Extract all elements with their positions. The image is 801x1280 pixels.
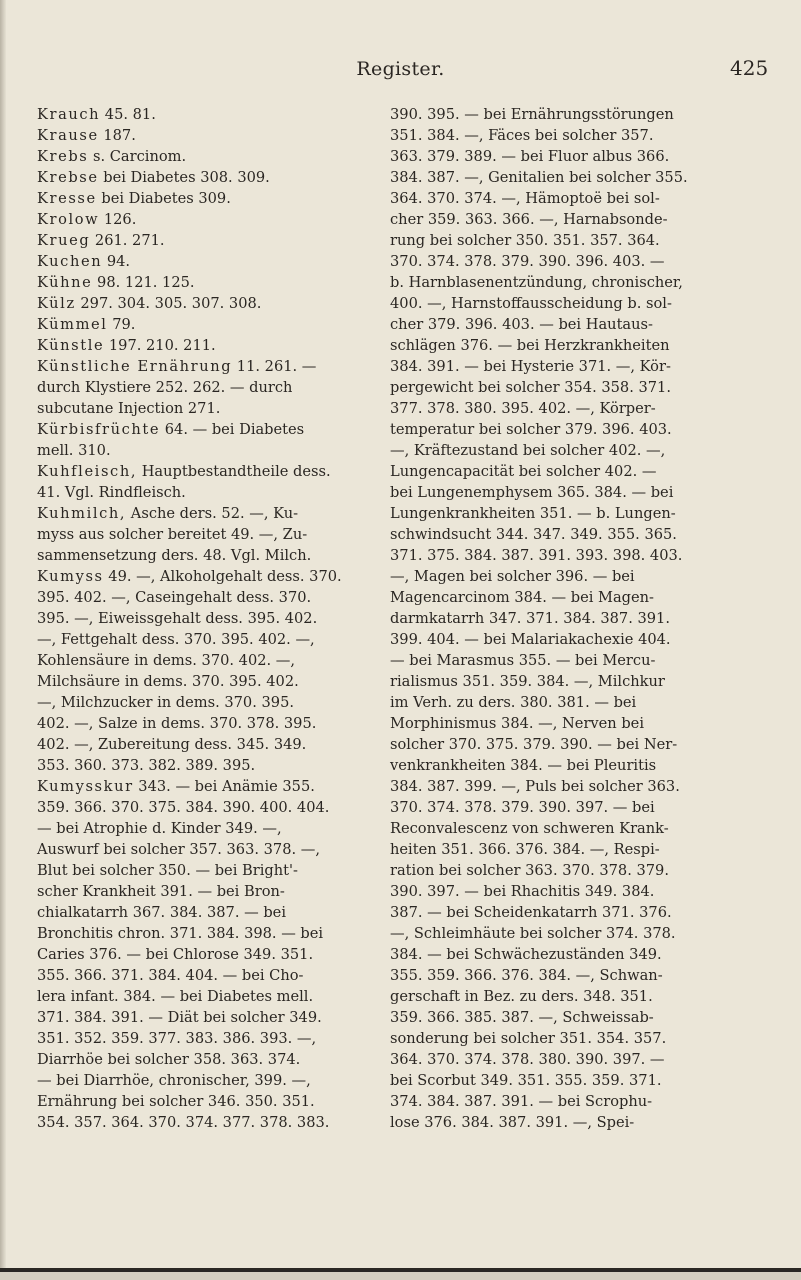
index-line: 384. — bei Schwächezuständen 349.	[390, 946, 662, 963]
page-edge-shadow	[0, 0, 6, 1280]
index-references: Hauptbestandtheile dess.	[137, 463, 331, 480]
index-references: 45. 81.	[100, 106, 156, 123]
index-line: —, Magen bei solcher 396. — bei	[390, 568, 635, 585]
index-line	[37, 818, 357, 839]
index-references: chialkatarrh 367. 384. 387. — bei	[37, 904, 286, 921]
index-references: Kohlensäure in dems. 370. 402. —,	[37, 652, 296, 669]
index-references: 41. Vgl. Rindfleisch.	[37, 484, 186, 501]
index-line: Lungencapacität bei solcher 402. —	[390, 463, 657, 480]
index-line	[37, 965, 357, 986]
index-line: schlägen 376. — bei Herzkrankheiten	[390, 337, 670, 354]
index-headword: Kümmel	[37, 316, 108, 333]
index-references: s. Carcinom.	[88, 148, 187, 165]
index-line	[37, 902, 357, 923]
index-line: — bei Marasmus 355. — bei Mercu-	[390, 652, 656, 669]
index-references: — bei Diarrhöe, chronischer, 399. —,	[37, 1072, 311, 1089]
index-line	[37, 734, 357, 755]
index-line: —, Kräftezustand bei solcher 402. —,	[390, 442, 666, 459]
index-line	[37, 398, 357, 419]
index-line: solcher 370. 375. 379. 390. — bei Ner-	[390, 736, 678, 753]
index-references: Auswurf bei solcher 357. 363. 378. —,	[37, 841, 321, 858]
index-line: ration bei solcher 363. 370. 378. 379.	[390, 862, 669, 879]
index-references: sammensetzung ders. 48. Vgl. Milch.	[37, 547, 312, 564]
index-line	[37, 524, 357, 545]
index-line	[37, 944, 357, 965]
index-line: heiten 351. 366. 376. 384. —, Respi-	[390, 841, 660, 858]
index-references: 353. 360. 373. 382. 389. 395.	[37, 757, 256, 774]
index-line	[37, 986, 357, 1007]
index-line	[37, 881, 357, 902]
index-line	[37, 650, 357, 671]
index-line	[37, 566, 357, 587]
index-references: 371. 384. 391. — Diät bei solcher 349.	[37, 1009, 322, 1026]
index-line	[37, 272, 357, 293]
index-headword: Kuchen	[37, 253, 103, 270]
index-line: schwindsucht 344. 347. 349. 355. 365.	[390, 526, 677, 543]
index-line	[37, 146, 357, 167]
index-line	[37, 923, 357, 944]
index-line: 384. 391. — bei Hysterie 371. —, Kör-	[390, 358, 671, 375]
index-references: 187.	[98, 127, 136, 144]
index-references: bei Diabetes 309.	[96, 190, 231, 207]
index-line	[37, 461, 357, 482]
index-line	[37, 797, 357, 818]
index-line	[37, 860, 357, 881]
index-line	[37, 356, 357, 377]
index-line	[37, 209, 357, 230]
index-references: Bronchitis chron. 371. 384. 398. — bei	[37, 925, 324, 942]
index-headword: Krolow	[37, 211, 100, 228]
index-line	[37, 1049, 357, 1070]
index-line: pergewicht bei solcher 354. 358. 371.	[390, 379, 671, 396]
index-line	[37, 314, 357, 335]
index-references: 355. 366. 371. 384. 404. — bei Cho-	[37, 967, 304, 984]
index-references: —, Milchzucker in dems. 370. 395.	[37, 694, 294, 711]
index-headword: Krebs	[37, 148, 89, 165]
index-references: Blut bei solcher 350. — bei Bright'-	[37, 862, 298, 879]
index-line	[37, 1091, 357, 1112]
index-line: lose 376. 384. 387. 391. —, Spei-	[390, 1114, 635, 1131]
index-line: 364. 370. 374. —, Hämoptoë bei sol-	[390, 190, 660, 207]
index-line: temperatur bei solcher 379. 396. 403.	[390, 421, 672, 438]
index-headword: Krebse	[37, 169, 99, 186]
index-line: Lungenkrankheiten 351. — b. Lungen-	[390, 505, 676, 522]
index-line	[37, 587, 357, 608]
index-references: Caries 376. — bei Chlorose 349. 351.	[37, 946, 314, 963]
index-headword: Kumyss	[37, 568, 104, 585]
index-line	[37, 1007, 357, 1028]
index-references: 343. — bei Anämie 355.	[133, 778, 315, 795]
index-line: rialismus 351. 359. 384. —, Milchkur	[390, 673, 665, 690]
index-headword: Krueg	[37, 232, 91, 249]
index-line	[37, 335, 357, 356]
index-references: Ernährung bei solcher 346. 350. 351.	[37, 1093, 315, 1110]
index-references: durch Klystiere 252. 262. — durch	[37, 379, 293, 396]
index-line: 384. 387. 399. —, Puls bei solcher 363.	[390, 778, 680, 795]
index-line	[37, 608, 357, 629]
index-references: 351. 352. 359. 377. 383. 386. 393. —,	[37, 1030, 317, 1047]
index-line: 355. 359. 366. 376. 384. —, Schwan-	[390, 967, 663, 984]
index-line: im Verh. zu ders. 380. 381. — bei	[390, 694, 637, 711]
index-line	[37, 188, 357, 209]
index-line	[37, 293, 357, 314]
index-line	[37, 125, 357, 146]
index-references: mell. 310.	[37, 442, 111, 459]
index-line	[37, 671, 357, 692]
index-line: b. Harnblasenentzündung, chronischer,	[390, 274, 683, 291]
index-headword: Kühne	[37, 274, 93, 291]
index-headword: Kürbisfrüchte	[37, 421, 161, 438]
index-headword: Külz	[37, 295, 76, 312]
index-line	[37, 167, 357, 188]
index-references: Milchsäure in dems. 370. 395. 402.	[37, 673, 299, 690]
index-line: 387. — bei Scheidenkatarrh 371. 376.	[390, 904, 672, 921]
index-references: 354. 357. 364. 370. 374. 377. 378. 383.	[37, 1114, 330, 1131]
index-line	[37, 839, 357, 860]
index-line: 390. 397. — bei Rhachitis 349. 384.	[390, 883, 655, 900]
index-line	[37, 1112, 357, 1133]
index-references: 359. 366. 370. 375. 384. 390. 400. 404.	[37, 799, 330, 816]
index-references: 79.	[107, 316, 136, 333]
index-line	[37, 713, 357, 734]
index-line: sonderung bei solcher 351. 354. 357.	[390, 1030, 667, 1047]
index-line	[37, 1070, 357, 1091]
index-line	[37, 251, 357, 272]
page-bottom-edge	[0, 1272, 801, 1280]
index-line: 374. 384. 387. 391. — bei Scrophu-	[390, 1093, 653, 1110]
index-references: 402. —, Salze in dems. 370. 378. 395.	[37, 715, 317, 732]
index-line	[37, 776, 357, 797]
index-headword: Kuhfleisch,	[37, 463, 138, 480]
index-line	[37, 629, 357, 650]
index-line: 364. 370. 374. 378. 380. 390. 397. —	[390, 1051, 665, 1068]
index-line: 363. 379. 389. — bei Fluor albus 366.	[390, 148, 670, 165]
index-references: 395. 402. —, Caseingehalt dess. 370.	[37, 589, 312, 606]
index-line	[37, 104, 357, 125]
index-line: 351. 384. —, Fäces bei solcher 357.	[390, 127, 654, 144]
index-line	[37, 482, 357, 503]
index-references: —, Fettgehalt dess. 370. 395. 402. —,	[37, 631, 315, 648]
index-line: 359. 366. 385. 387. —, Schweissab-	[390, 1009, 654, 1026]
index-headword: Kresse	[37, 190, 97, 207]
index-references: 11. 261. —	[232, 358, 317, 375]
index-references: myss aus solcher bereitet 49. —, Zu-	[37, 526, 308, 543]
index-headword: Krauch	[37, 106, 101, 123]
index-column-right	[390, 104, 750, 1133]
index-line	[37, 755, 357, 776]
index-references: 94.	[102, 253, 131, 270]
index-references: bei Diabetes 308. 309.	[98, 169, 270, 186]
index-line: 399. 404. — bei Malariakachexie 404.	[390, 631, 671, 648]
index-line	[37, 545, 357, 566]
index-references: 64. — bei Diabetes	[160, 421, 305, 438]
index-line	[37, 377, 357, 398]
index-headword: Kumysskur	[37, 778, 134, 795]
index-references: 402. —, Zubereitung dess. 345. 349.	[37, 736, 307, 753]
index-line	[37, 1028, 357, 1049]
index-line: 370. 374. 378. 379. 390. 396. 403. —	[390, 253, 665, 270]
index-headword: Künstliche Ernährung	[37, 358, 233, 375]
index-references: 98. 121. 125.	[92, 274, 195, 291]
index-line	[37, 419, 357, 440]
index-column-left	[37, 104, 357, 1133]
index-references: 297. 304. 305. 307. 308.	[75, 295, 262, 312]
index-references: 49. —, Alkoholgehalt dess. 370.	[103, 568, 342, 585]
index-references: 197. 210. 211.	[104, 337, 216, 354]
index-line	[37, 440, 357, 461]
index-line: Morphinismus 384. —, Nerven bei	[390, 715, 644, 732]
index-line: 384. 387. —, Genitalien bei solcher 355.	[390, 169, 688, 186]
index-references: Asche ders. 52. —, Ku-	[126, 505, 299, 522]
index-line: cher 379. 396. 403. — bei Hautaus-	[390, 316, 653, 333]
index-line: 377. 378. 380. 395. 402. —, Körper-	[390, 400, 656, 417]
index-line: Reconvalescenz von schweren Krank-	[390, 820, 669, 837]
index-line: cher 359. 363. 366. —, Harnabsonde-	[390, 211, 668, 228]
index-line: —, Schleimhäute bei solcher 374. 378.	[390, 925, 676, 942]
index-references: 126.	[99, 211, 137, 228]
index-references: 395. —, Eiweissgehalt dess. 395. 402.	[37, 610, 318, 627]
index-headword: Krause	[37, 127, 99, 144]
index-references: — bei Atrophie d. Kinder 349. —,	[37, 820, 282, 837]
index-line: 371. 375. 384. 387. 391. 393. 398. 403.	[390, 547, 683, 564]
index-references: lera infant. 384. — bei Diabetes mell.	[37, 988, 314, 1005]
index-line: 370. 374. 378. 379. 390. 397. — bei	[390, 799, 655, 816]
running-header: Register.	[356, 58, 445, 80]
index-line	[37, 692, 357, 713]
index-line: darmkatarrh 347. 371. 384. 387. 391.	[390, 610, 670, 627]
index-references: subcutane Injection 271.	[37, 400, 221, 417]
index-line: venkrankheiten 384. — bei Pleuritis	[390, 757, 657, 774]
index-line: rung bei solcher 350. 351. 357. 364.	[390, 232, 660, 249]
index-line: 390. 395. — bei Ernährungsstörungen	[390, 106, 674, 123]
index-references: 261. 271.	[90, 232, 165, 249]
index-headword: Kuhmilch,	[37, 505, 127, 522]
index-headword: Künstle	[37, 337, 105, 354]
index-line: 400. —, Harnstoffausscheidung b. sol-	[390, 295, 672, 312]
index-line: bei Lungenemphysem 365. 384. — bei	[390, 484, 674, 501]
page-number: 425	[730, 56, 769, 80]
index-references: Diarrhöe bei solcher 358. 363. 374.	[37, 1051, 301, 1068]
index-line: Magencarcinom 384. — bei Magen-	[390, 589, 654, 606]
index-references: scher Krankheit 391. — bei Bron-	[37, 883, 285, 900]
index-line	[37, 503, 357, 524]
index-line: gerschaft in Bez. zu ders. 348. 351.	[390, 988, 653, 1005]
index-line	[37, 230, 357, 251]
index-line: bei Scorbut 349. 351. 355. 359. 371.	[390, 1072, 662, 1089]
